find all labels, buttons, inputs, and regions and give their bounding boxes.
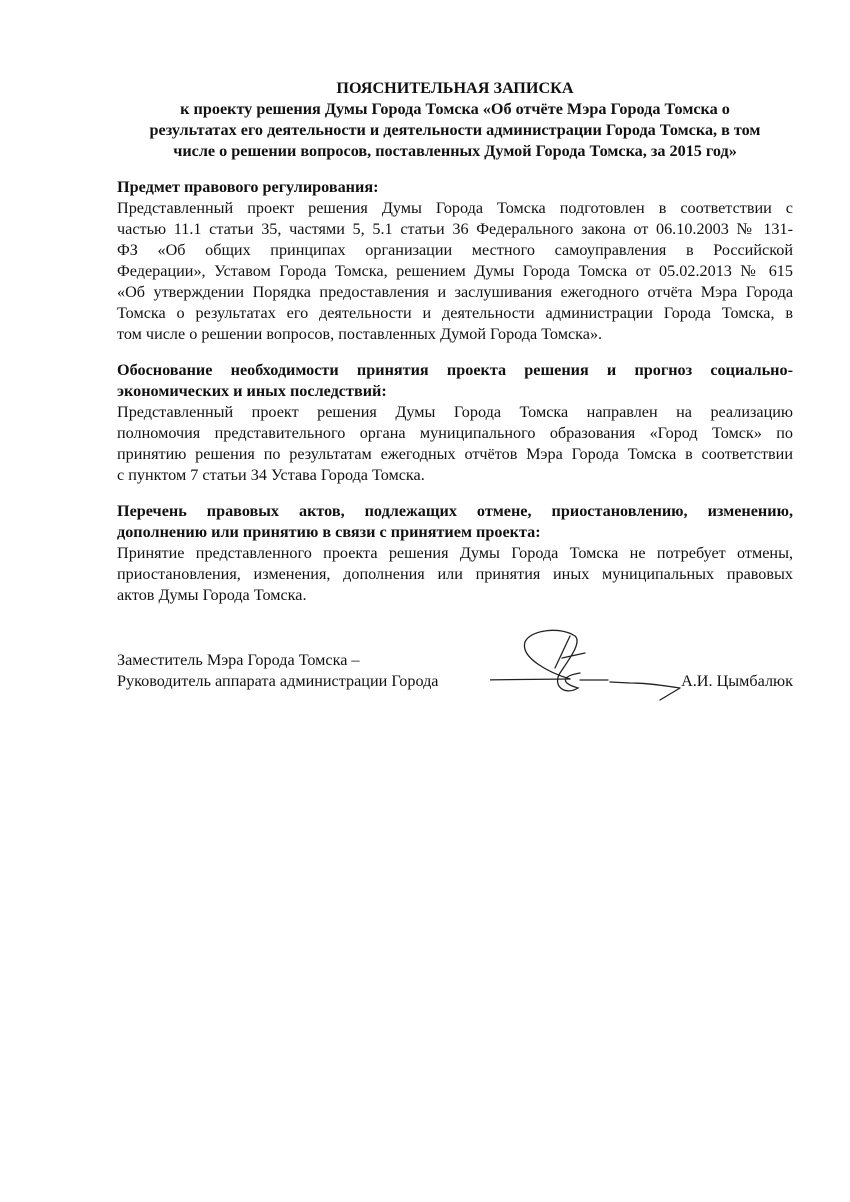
- body-line: частью 11.1 статьи 35, частями 5, 5.1 статьи 36 Федерального закона от 06.10.2003 № 131-: [117, 220, 793, 238]
- body-line: Федерации», Уставом Города Томска, решением Думы Города Томска от 05.02.2013 № 615: [117, 262, 793, 280]
- subtitle-line: к проекту решения Думы Города Томска «Об отчёте Мэра Города Томска о: [180, 100, 730, 118]
- section-heading: дополнению или принятию в связи с принятием проекта:: [117, 523, 541, 541]
- body-line: принятию решения по результатам ежегодных отчётов Мэра Города Томска в соответствии: [117, 445, 793, 463]
- signature-block: [117, 650, 793, 692]
- body-line: Томска о результатах его деятельности и деятельности администрации Города Томска, в: [117, 304, 793, 322]
- subtitle-line: результатах его деятельности и деятельности администрации Города Томска, в том: [149, 121, 761, 139]
- body-line: ФЗ «Об общих принципах организации местного самоуправления в Российской: [117, 241, 793, 259]
- body-line: Принятие представленного проекта решения Думы Города Томска не потребует отмены,: [117, 544, 793, 562]
- body-line: Представленный проект решения Думы Города Томска подготовлен в соответствии с: [117, 199, 793, 217]
- body-line: «Об утверждении Порядка предоставления и заслушивания ежегодного отчёта Мэра Города: [117, 283, 793, 301]
- section-heading: экономических и иных последствий:: [117, 382, 387, 400]
- document-title: ПОЯСНИТЕЛЬНАЯ ЗАПИСКА: [336, 79, 574, 97]
- section-justification: [117, 360, 793, 486]
- section-heading: Перечень правовых актов, подлежащих отмене, приостановлению, изменению,: [117, 502, 793, 520]
- handwritten-signature: [490, 628, 690, 708]
- section-heading: Обоснование необходимости принятия проекта решения и прогноз социально-: [117, 361, 793, 379]
- signatory-position: Руководитель аппарата администрации Города: [117, 672, 439, 690]
- body-line: приостановления, изменения, дополнения или принятия иных муниципальных правовых: [117, 565, 793, 583]
- signatory-position: Заместитель Мэра Города Томска –: [117, 651, 360, 669]
- subtitle-line: числе о решении вопросов, поставленных Думой Города Томска, за 2015 год»: [173, 142, 737, 160]
- body-line: полномочия представительного органа муниципального образования «Город Томск» по: [117, 424, 793, 442]
- document-body: [117, 78, 793, 606]
- body-line: актов Думы Города Томска.: [117, 586, 307, 604]
- section-legal-acts: [117, 501, 793, 606]
- body-line: Представленный проект решения Думы Города Томска направлен на реализацию: [117, 403, 793, 421]
- signatory-name: А.И. Цымбалюк: [681, 672, 793, 690]
- body-line: с пунктом 7 статьи 34 Устава Города Томска.: [117, 466, 425, 484]
- section-heading: Предмет правового регулирования:: [117, 178, 379, 196]
- section-legal-subject: [117, 177, 793, 345]
- body-line: том числе о решении вопросов, поставленных Думой Города Томска».: [117, 325, 603, 343]
